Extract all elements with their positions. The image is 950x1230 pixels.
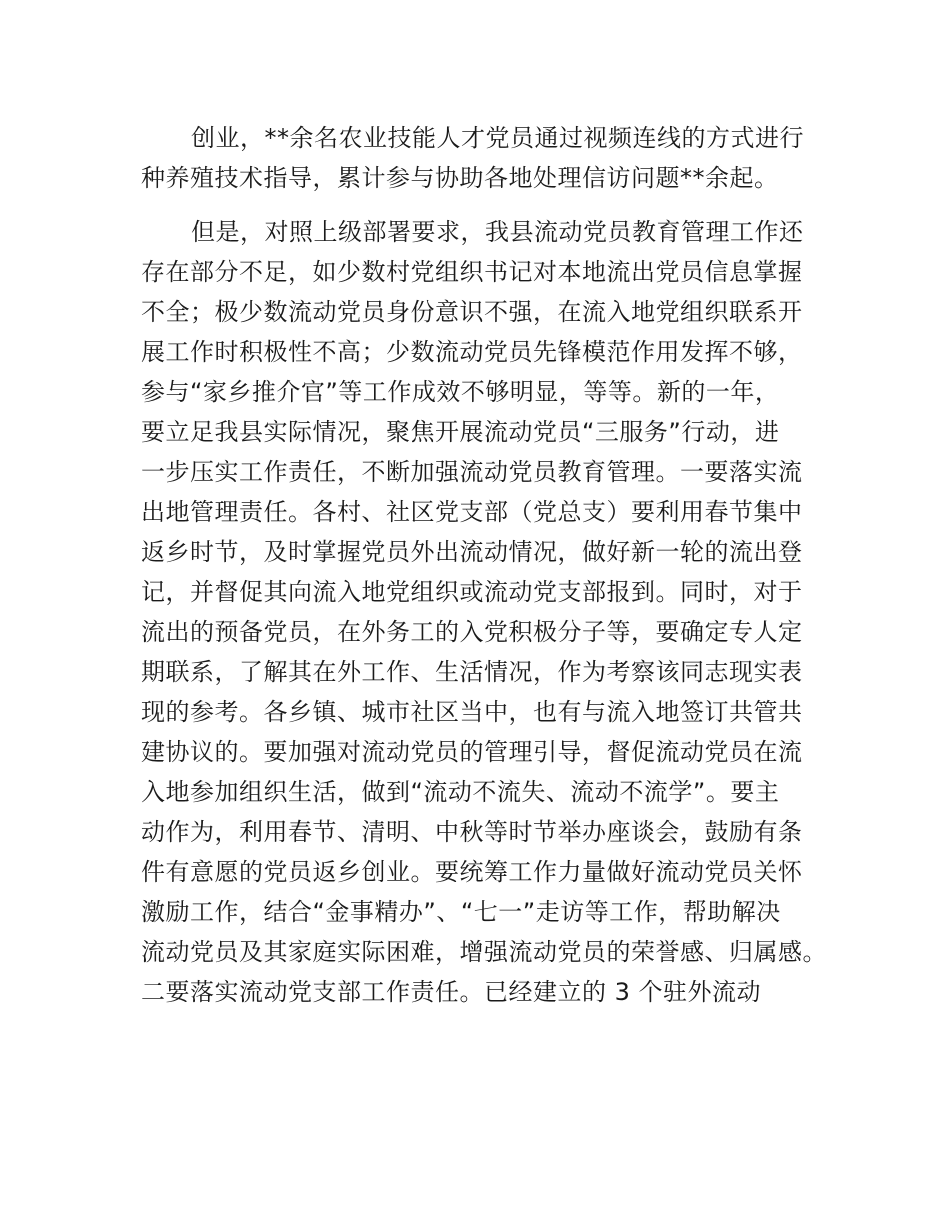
paragraph-line: 期联系，了解其在外工作、生活情况，作为考察该同志现实表 [141,658,803,686]
paragraph-line: 返乡时节，及时掌握党员外出流动情况，做好新一轮的流出登 [141,538,803,566]
paragraph-line: 参与“家乡推介官”等工作成效不够明显，等等。新的一年， [141,378,780,406]
paragraph-line: 展工作时积极性不高；少数流动党员先锋模范作用发挥不够， [141,338,803,366]
paragraph-line: 件有意愿的党员返乡创业。要统筹工作力量做好流动党员关怀 [141,858,803,886]
paragraph-line: 流出的预备党员，在外务工的入党积极分子等，要确定专人定 [141,618,803,646]
paragraph-line: 一步压实工作责任，不断加强流动党员教育管理。一要落实流 [141,458,803,486]
paragraph-line: 出地管理责任。各村、社区党支部（党总支）要利用春节集中 [141,498,803,526]
paragraph-line: 激励工作，结合“金事精办”、“七一”走访等工作，帮助解决 [141,898,781,926]
paragraph-line: 动作为，利用春节、清明、中秋等时节举办座谈会，鼓励有条 [141,818,803,846]
paragraph-line: 种养殖技术指导，累计参与协助各地处理信访问题**余起。 [141,164,779,192]
paragraph-line: 记，并督促其向流入地党组织或流动党支部报到。同时，对于 [141,578,803,606]
paragraph-2 [141,212,827,1012]
paragraph-line: 入地参加组织生活，做到“流动不流失、流动不流学”。要主 [141,778,780,806]
paragraph-line: 流动党员及其家庭实际困难，增强流动党员的荣誉感、归属感。 [141,938,827,966]
paragraph-line: 建协议的。要加强对流动党员的管理引导，督促流动党员在流 [141,738,803,766]
paragraph-line: 创业，**余名农业技能人才党员通过视频连线的方式进行 [191,124,804,152]
paragraph-line: 但是，对照上级部署要求，我县流动党员教育管理工作还 [191,218,804,246]
paragraph-line: 不全；极少数流动党员身份意识不强，在流入地党组织联系开 [141,298,803,326]
paragraph-line: 要立足我县实际情况，聚焦开展流动党员“三服务”行动，进 [141,418,780,446]
paragraph-1 [141,118,821,198]
paragraph-line: 存在部分不足，如少数村党组织书记对本地流出党员信息掌握 [141,258,803,286]
paragraph-line: 现的参考。各乡镇、城市社区当中，也有与流入地签订共管共 [141,698,803,726]
paragraph-line: 二要落实流动党支部工作责任。已经建立的 3 个驻外流动 [141,978,762,1006]
